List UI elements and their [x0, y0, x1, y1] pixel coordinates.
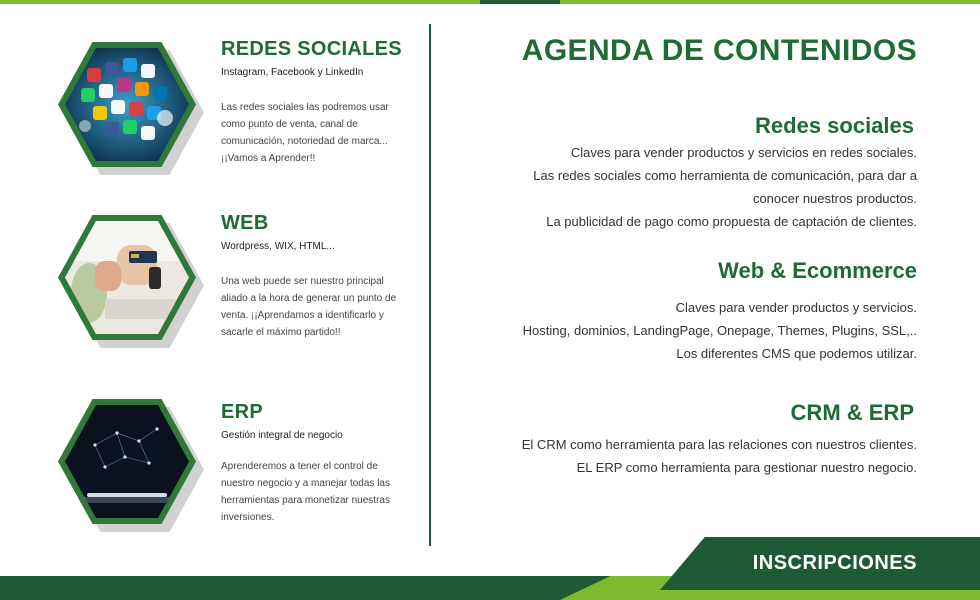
section-title-web-ecommerce: Web & Ecommerce	[718, 258, 917, 283]
section-lines-web-ecommerce	[477, 296, 917, 365]
erp-title: ERP	[221, 401, 264, 423]
section-title-redes-sociales: Redes sociales	[755, 113, 914, 138]
web-description: Una web puede ser nuestro principal aliado a la hora de generar un punto de venta. ¡¡Aprendamos a identificarlo y sacarle el máximo partido!!	[221, 276, 397, 338]
section-line: Los diferentes CMS que podemos utilizar.	[676, 346, 917, 361]
redes-sociales-description: Las redes sociales las podremos usar como punto de venta, canal de comunicación, notoriedad de marca... ¡¡Vamos a Aprender!!	[221, 102, 389, 164]
section-line: Las redes sociales como herramienta de comunicación, para dar a	[533, 168, 917, 183]
section-line: Claves para vender productos y servicios.	[675, 300, 917, 315]
web-hexagon	[58, 215, 196, 340]
redes-sociales-hexagon	[58, 42, 196, 167]
section-lines-crm-erp	[477, 433, 917, 479]
section-line: Claves para vender productos y servicios en redes sociales.	[570, 145, 917, 160]
top-accent-bar-dark	[480, 0, 560, 4]
section-line: El CRM como herramienta para las relaciones con nuestros clientes.	[521, 437, 917, 452]
redes-sociales-subtitle: Instagram, Facebook y LinkedIn	[221, 67, 364, 78]
section-line: EL ERP como herramienta para gestionar nuestro negocio.	[576, 460, 917, 475]
column-divider	[429, 24, 431, 546]
inscripciones-button[interactable]: INSCRIPCIONES	[752, 552, 917, 574]
section-line: conocer nuestros productos.	[752, 191, 917, 206]
section-lines-redes-sociales	[477, 141, 917, 233]
agenda-title: AGENDA DE CONTENIDOS	[521, 34, 917, 67]
erp-description: Aprenderemos a tener el control de nuestro negocio y a manejar todas las herramientas para monetizar nuestras inversiones.	[221, 461, 390, 523]
erp-subtitle: Gestión integral de negocio	[221, 430, 343, 441]
redes-sociales-title: REDES SOCIALES	[221, 38, 402, 60]
web-title: WEB	[221, 212, 269, 234]
section-line: La publicidad de pago como propuesta de captación de clientes.	[546, 214, 917, 229]
web-subtitle: Wordpress, WIX, HTML...	[221, 241, 335, 252]
erp-hexagon	[58, 399, 196, 524]
section-line: Hosting, dominios, LandingPage, Onepage, Themes, Plugins, SSL,..	[522, 323, 917, 338]
section-title-crm-erp: CRM & ERP	[790, 400, 914, 425]
